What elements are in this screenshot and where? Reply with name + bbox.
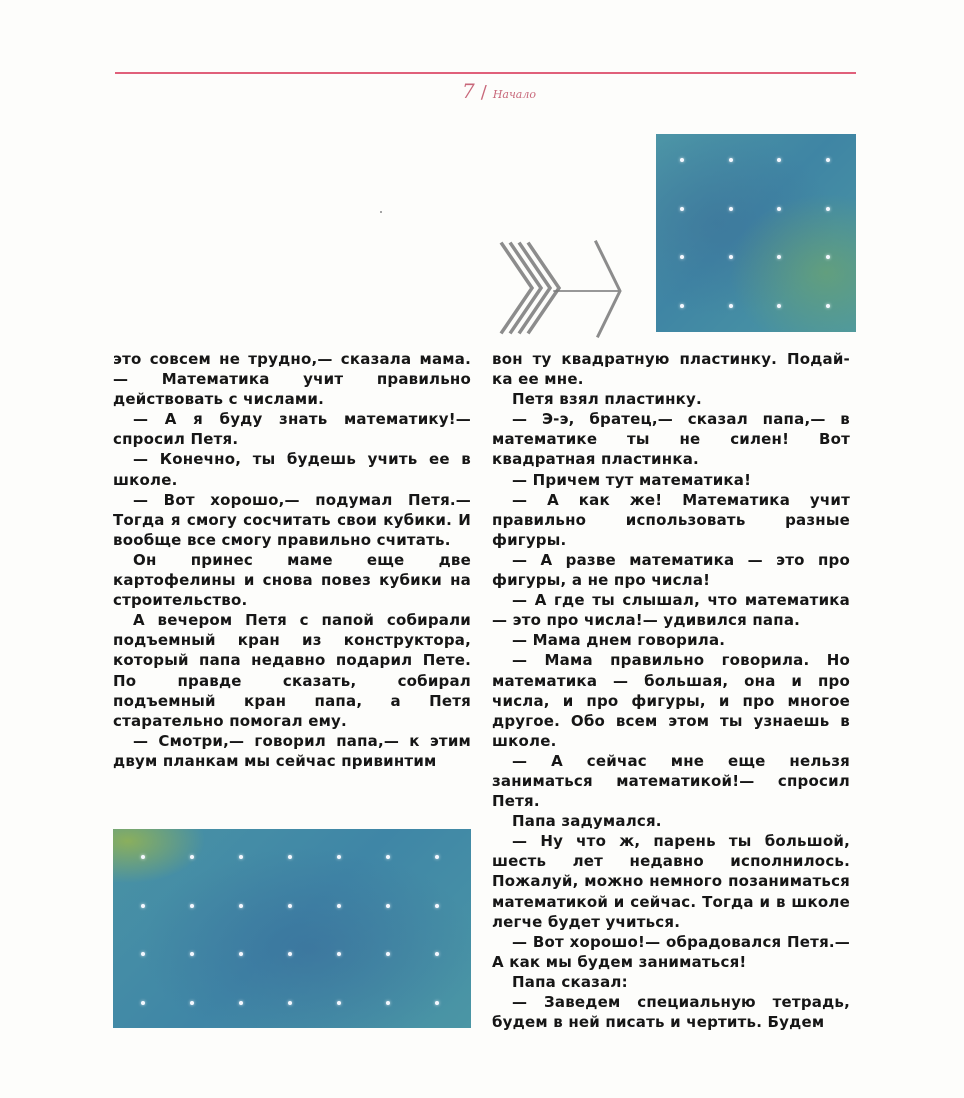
plate-hole-dot xyxy=(386,904,390,908)
paragraph: — Мама днем говорила. xyxy=(512,631,726,650)
plate-hole-dot xyxy=(190,952,194,956)
paragraph: Он принес маме еще две картофелины и снова повез кубики на строительство. xyxy=(113,550,471,610)
plate-hole-dot xyxy=(386,855,390,859)
plate-hole-dot xyxy=(288,952,292,956)
plate-hole-dot xyxy=(190,904,194,908)
paragraph: — Причем тут математика! xyxy=(512,470,752,489)
plate-hole-dot xyxy=(680,158,684,162)
plate-hole-dot xyxy=(435,855,439,859)
plate-hole-dot xyxy=(826,158,830,162)
plate-hole-dot xyxy=(729,255,733,259)
square-plate-illustration xyxy=(656,134,856,332)
paragraph: — Э-э, братец,— сказал папа,— в математике ты не силен! Вот квадратная пластинка. xyxy=(492,410,850,469)
paragraph: это совсем не трудно,— сказала мама.— Математика учит правильно действовать с числами. xyxy=(113,350,471,409)
plate-hole-dot xyxy=(239,952,243,956)
plate-hole-dot xyxy=(239,904,243,908)
plate-hole-dot xyxy=(777,207,781,211)
chevron-arrow-icon xyxy=(492,236,624,338)
plate-hole-dot xyxy=(777,304,781,308)
paragraph: — Ну что ж, парень ты большой, шесть лет недавно исполнилось. Пожалуй, можно немного позаниматься математикой и сейчас. Тогда и в школе легче будет учиться. xyxy=(492,832,850,931)
paragraph: Папа задумался. xyxy=(512,812,662,831)
header-separator: / xyxy=(480,82,487,103)
plate-hole-dot xyxy=(190,855,194,859)
text-column-left xyxy=(113,349,471,771)
plate-hole-dot xyxy=(239,1001,243,1005)
plate-hole-dot xyxy=(680,255,684,259)
plate-hole-dot xyxy=(777,158,781,162)
plate-hole-dot xyxy=(337,952,341,956)
paragraph: — Вот хорошо!— обрадовался Петя.— А как мы будем заниматься! xyxy=(492,932,850,971)
paragraph: — Заведем специальную тетрадь, будем в ней писать и чертить. Будем xyxy=(492,993,850,1032)
rectangular-plate-illustration xyxy=(113,829,471,1028)
paragraph: — Конечно, ты будешь учить ее в школе. xyxy=(113,450,471,489)
print-speck xyxy=(380,211,382,213)
paragraph: — Мама правильно говорила. Но математика — большая, она и про числа, и про фигуры, и про многое другое. Обо всем этом ты узнаешь в школе. xyxy=(492,651,850,750)
plate-hole-dot xyxy=(435,904,439,908)
paragraph: — А я буду знать математику!— спросил Петя. xyxy=(113,410,471,449)
header-rule xyxy=(115,72,856,74)
paragraph: Петя взял пластинку. xyxy=(512,390,702,409)
running-header xyxy=(462,79,536,103)
plate-hole-dot xyxy=(826,304,830,308)
text-column-right xyxy=(492,349,850,1032)
paragraph: Папа сказал: xyxy=(512,972,628,991)
plate-hole-dot xyxy=(777,255,781,259)
plate-hole-dot xyxy=(141,855,145,859)
page-number: 7 xyxy=(462,79,475,103)
section-title: Начало xyxy=(492,88,536,101)
plate-hole-dot xyxy=(337,904,341,908)
plate-hole-dot xyxy=(141,904,145,908)
plate-hole-dot xyxy=(680,304,684,308)
plate-hole-dot xyxy=(729,304,733,308)
plate-hole-dot xyxy=(288,855,292,859)
paragraph: вон ту квадратную пластинку. Подай-ка ее мне. xyxy=(492,350,850,389)
paragraph: — А разве математика — это про фигуры, а не про числа! xyxy=(492,550,850,590)
arrow-head xyxy=(596,242,620,336)
paragraph: — Вот хорошо,— подумал Петя.— Тогда я смогу сосчитать свои кубики. И вообще все смогу правильно считать. xyxy=(113,490,471,549)
plate-hole-dot xyxy=(435,952,439,956)
plate-hole-dot xyxy=(288,1001,292,1005)
plate-hole-dot xyxy=(288,904,292,908)
plate-hole-dot xyxy=(729,207,733,211)
plate-hole-dot xyxy=(386,952,390,956)
plate-hole-dot xyxy=(826,207,830,211)
plate-hole-dot xyxy=(680,207,684,211)
paragraph: — А как же! Математика учит правильно использовать разные фигуры. xyxy=(492,490,850,549)
chevron-3 xyxy=(520,244,550,332)
plate-hole-dot xyxy=(141,952,145,956)
plate-hole-dot xyxy=(337,855,341,859)
plate-hole-dot xyxy=(826,255,830,259)
paragraph: — А сейчас мне еще нельзя заниматься математикой!— спросил Петя. xyxy=(492,751,850,811)
plate-hole-dot xyxy=(239,855,243,859)
plate-hole-dot xyxy=(435,1001,439,1005)
plate-hole-dot xyxy=(386,1001,390,1005)
paragraph: — А где ты слышал, что математика — это про числа!— удивился папа. xyxy=(492,591,850,630)
plate-hole-dot xyxy=(729,158,733,162)
paragraph: А вечером Петя с папой собирали подъемный кран из конструктора, который папа недавно подарил Пете. По правде сказать, собирал подъемный кран папа, а Петя старательно помогал ему. xyxy=(113,611,471,730)
plate-hole-dot xyxy=(141,1001,145,1005)
paragraph: — Смотри,— говорил папа,— к этим двум планкам мы сейчас привинтим xyxy=(113,731,471,770)
plate-hole-dot xyxy=(337,1001,341,1005)
plate-hole-dot xyxy=(190,1001,194,1005)
